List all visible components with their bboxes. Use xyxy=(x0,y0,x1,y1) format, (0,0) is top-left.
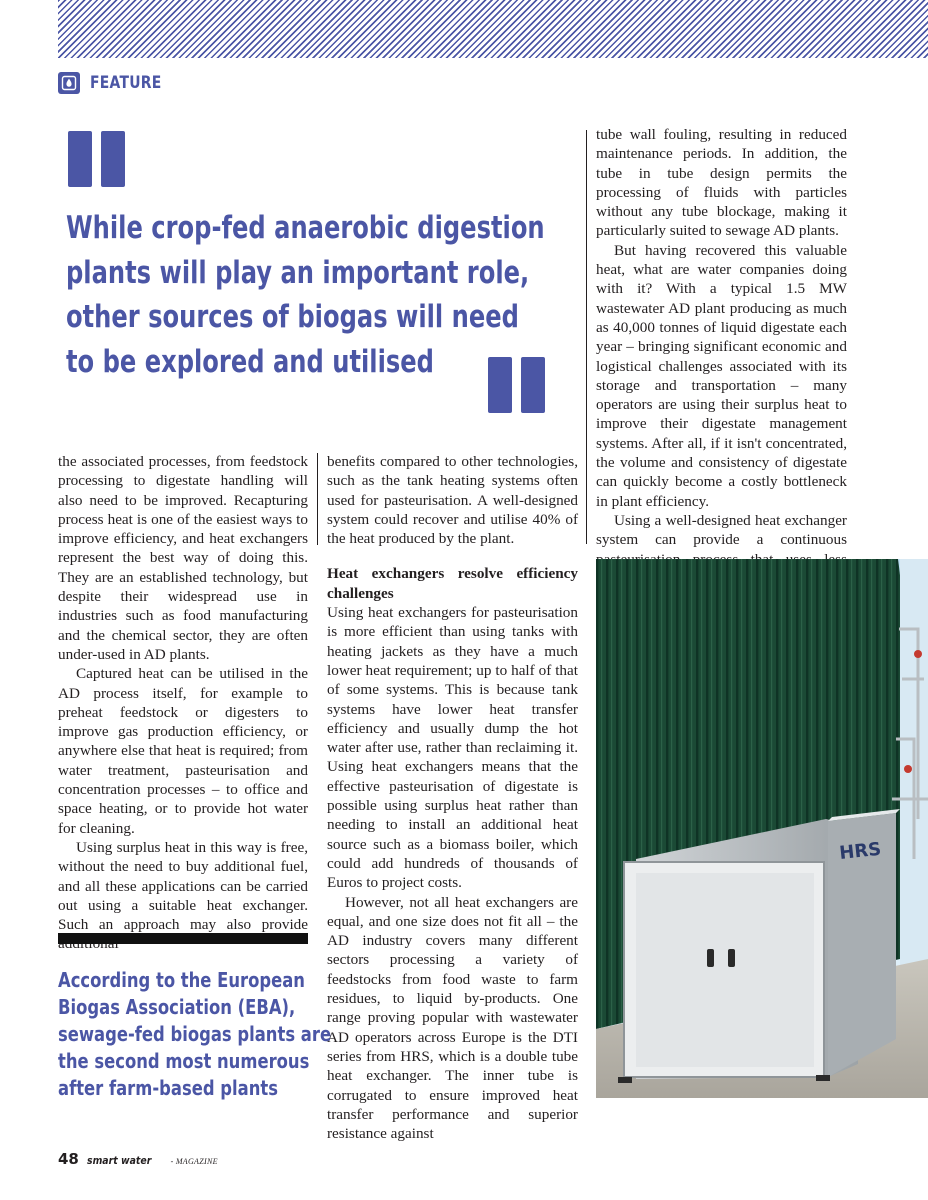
side-quote-bar xyxy=(58,933,308,944)
article-column-3 xyxy=(596,125,847,588)
pull-quote-line: other sources of biogas will need xyxy=(66,299,519,336)
body-paragraph: Using a well-designed heat exchanger system can provide a continuous xyxy=(596,511,847,549)
photo-logo-text: HRS xyxy=(838,838,883,864)
body-paragraph: tube wall fouling, resulting in reduced maintenance periods. In addition, the tube in tube design permits the processing of fluids with particles without any tube blockage, making it particularly suited to sewage AD plants. xyxy=(596,126,847,240)
magazine-name: smart water xyxy=(86,1154,152,1167)
body-paragraph: Captured heat can be utilised in the AD process itself, for example to preheat feedstock or digesters to improve gas production efficiency, or anywhere else that heat is required; from water treatment, pasteurisation and concentration processes – to office and space heating, or to provide hot water for cleaning. xyxy=(58,665,308,837)
pull-quote-line: While crop-fed anaerobic digestion xyxy=(66,210,545,246)
page-footer xyxy=(58,1150,218,1168)
magazine-tag: - MAGAZINE xyxy=(170,1157,218,1166)
side-quote-line: Biogas Association (EBA), xyxy=(58,995,296,1019)
body-paragraph: benefits compared to other technologies, such as the tank heating systems often used for pasteurisation. A well-designed system could recover and utilise 40% of the heat produced by the plant. xyxy=(327,453,578,548)
pull-quote xyxy=(66,206,546,384)
side-quote-line: According to the European xyxy=(58,968,305,992)
pull-quote-line: to be explored and utilised xyxy=(66,343,434,380)
side-quote xyxy=(58,967,332,1102)
section-label: FEATURE xyxy=(90,73,162,93)
body-paragraph: But having recovered this valuable heat, what are water companies doing with it? With a typical 1.5 MW wastewater AD plant producing as much as 40,000 tonnes of liquid digestate each year – bringing significant economic and logistical challenges associated with its storage and transportation – many operators are using their surplus heat to improve their digestate management systems. After all, if it isn't concentrated, the volume and consistency of digestate can quickly become a costly bottleneck in plant efficiency. xyxy=(596,241,847,510)
page-number: 48 xyxy=(58,1150,79,1168)
pull-quote-line: plants will play an important role, xyxy=(66,254,530,291)
water-drop-icon xyxy=(58,72,80,94)
body-paragraph: the associated processes, from feedstock processing to digestate handling will also need to be improved. Recapturing process heat is one of the easiest ways to improve efficiency, and heat exchangers represent the best way of doing this. They are an established technology, but despite their widespread use in industries such as food manufacturing and the chemical sector, they are often under-used in AD plants. xyxy=(58,453,308,663)
body-paragraph: However, not all heat exchangers are equal, and one size does not fit all – the AD industry covers many different sectors processing a variety of feedstocks from food waste to farm residues, to liquid by-products. One range proving popular with wastewater AD operators across Europe is the DTI series from HRS, which is a double tube heat exchanger. The inner tube is corrugated to ensure improved heat transfer performance and superior resistance against xyxy=(327,893,578,1143)
section-header xyxy=(58,70,177,96)
open-quote-icon xyxy=(68,131,125,187)
heat-exchanger-photo xyxy=(596,559,928,1098)
header-hatch-band xyxy=(58,0,928,58)
side-quote-line: sewage-fed biogas plants are xyxy=(58,1022,332,1046)
column-divider xyxy=(317,453,318,545)
body-paragraph: Using heat exchangers for pasteurisation is more efficient than using tanks with heating jackets as they have a much lower heat requirement; up to half of that of some systems. This is because tank systems have lower heat transfer efficiency and usually dump the hot water after use, rather than reclaiming it. Using heat exchangers means that the effective pasteurisation of digestate is possible using surplus heat rather than needing to install an additional heat source such as a biomass boiler, which could add hundreds of thousands of Euros to project costs. xyxy=(327,604,578,892)
side-quote-line: after farm-based plants xyxy=(58,1076,278,1100)
subheading: Heat exchangers resolve efficiency challenges xyxy=(327,565,578,602)
article-column-1 xyxy=(58,452,308,954)
side-quote-line: the second most numerous xyxy=(58,1049,310,1073)
article-column-2 xyxy=(327,452,578,1143)
body-paragraph: Using surplus heat in this way is free, without the need to buy additional fuel, and all these applications can be carried out using a suitable heat exchanger. Such an approach may also provide xyxy=(58,838,308,934)
column-divider xyxy=(586,130,587,544)
